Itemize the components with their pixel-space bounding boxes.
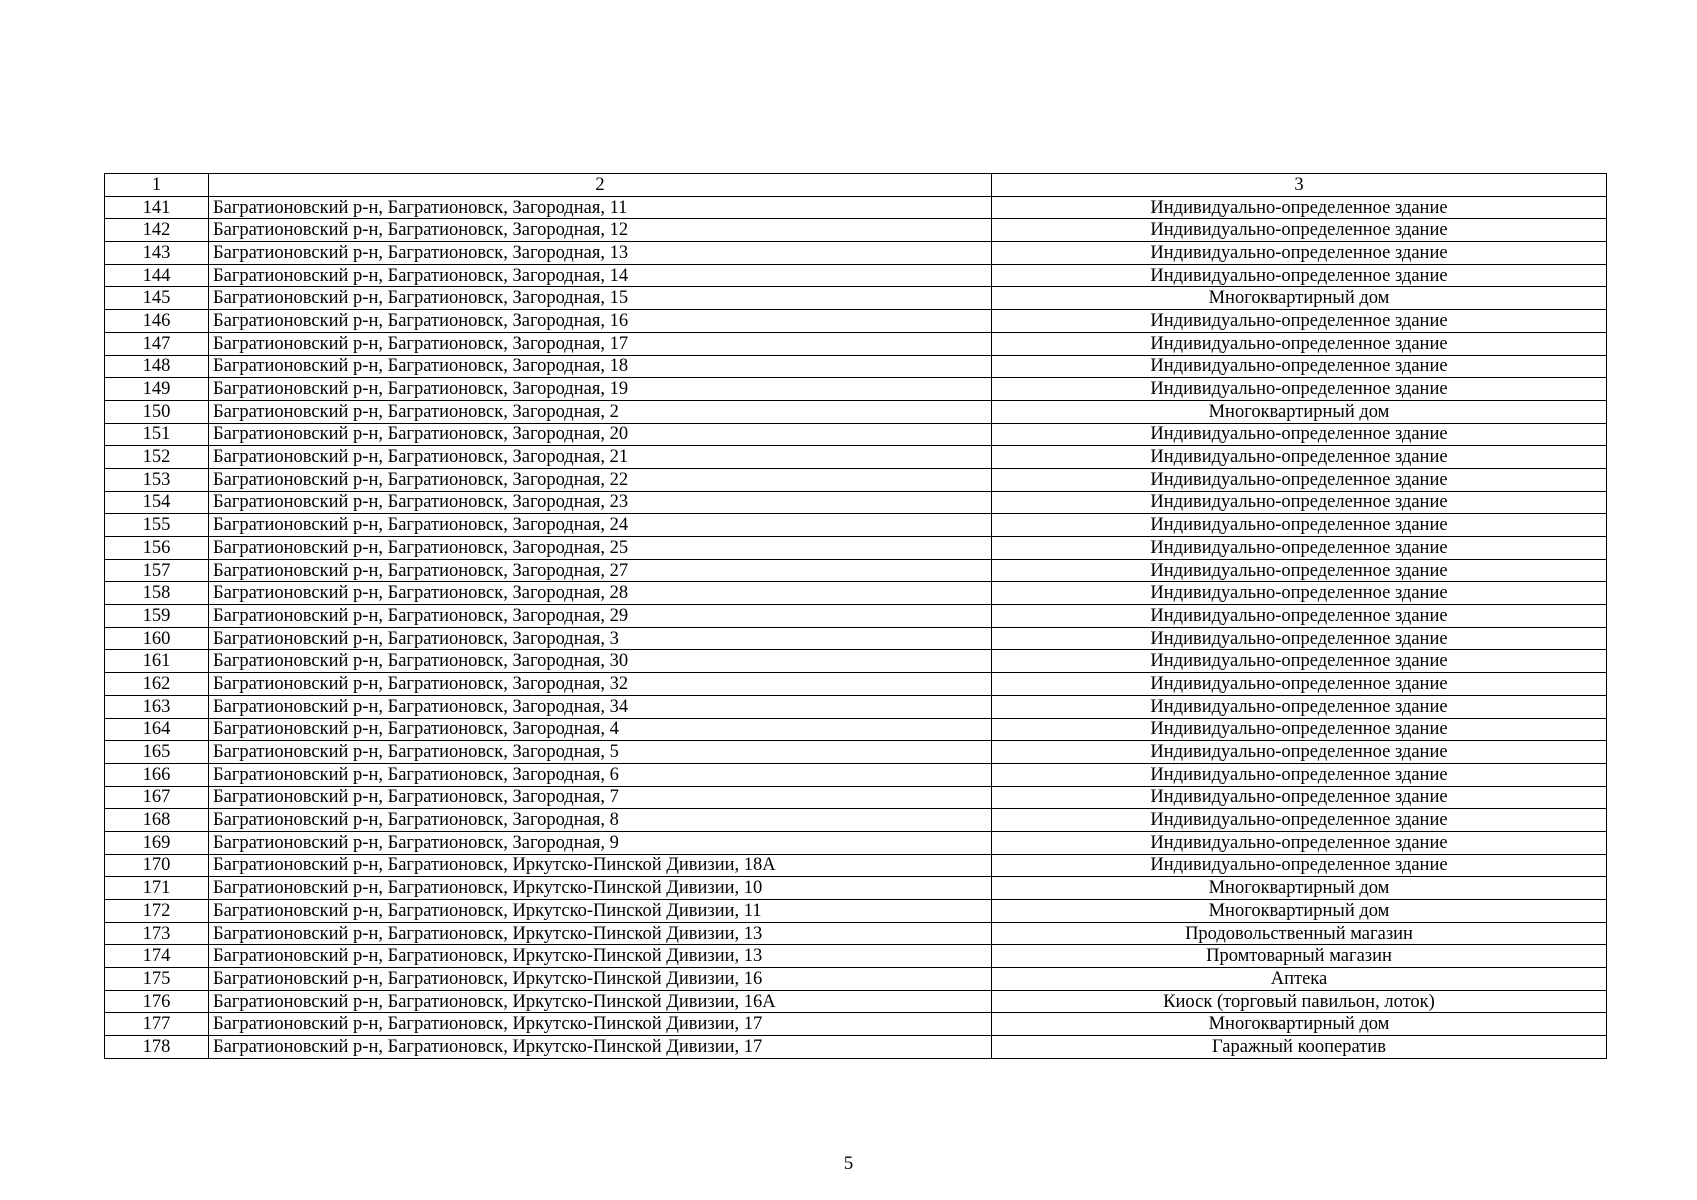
object-type-cell: Индивидуально-определенное здание: [992, 264, 1607, 287]
address-cell: Багратионовский р-н, Багратионовск, Загородная, 20: [209, 423, 992, 446]
address-cell: Багратионовский р-н, Багратионовск, Загородная, 6: [209, 763, 992, 786]
object-type-cell: Индивидуально-определенное здание: [992, 650, 1607, 673]
address-cell: Багратионовский р-н, Багратионовск, Иркутско-Пинской Дивизии, 16А: [209, 990, 992, 1013]
object-type-cell: Индивидуально-определенное здание: [992, 763, 1607, 786]
address-table: [104, 173, 1607, 1059]
object-type-cell: Индивидуально-определенное здание: [992, 582, 1607, 605]
address-cell: Багратионовский р-н, Багратионовск, Иркутско-Пинской Дивизии, 16: [209, 968, 992, 991]
address-cell: Багратионовский р-н, Багратионовск, Загородная, 24: [209, 514, 992, 537]
page-number: 5: [843, 1153, 854, 1174]
row-number-cell: 158: [105, 582, 209, 605]
row-number-cell: 159: [105, 605, 209, 628]
row-number-cell: 152: [105, 446, 209, 469]
address-cell: Багратионовский р-н, Багратионовск, Загородная, 17: [209, 332, 992, 355]
object-type-cell: Индивидуально-определенное здание: [992, 310, 1607, 333]
row-number-cell: 173: [105, 922, 209, 945]
row-number-cell: 177: [105, 1013, 209, 1036]
row-number-cell: 169: [105, 831, 209, 854]
table-row: [105, 468, 1607, 491]
object-type-cell: Индивидуально-определенное здание: [992, 809, 1607, 832]
address-cell: Багратионовский р-н, Багратионовск, Загородная, 16: [209, 310, 992, 333]
row-number-cell: 163: [105, 695, 209, 718]
object-type-cell: Индивидуально-определенное здание: [992, 627, 1607, 650]
table-header-row: [105, 174, 1607, 197]
column-header-address: 2: [209, 174, 992, 197]
address-cell: Багратионовский р-н, Багратионовск, Иркутско-Пинской Дивизии, 17: [209, 1013, 992, 1036]
row-number-cell: 149: [105, 378, 209, 401]
address-cell: Багратионовский р-н, Багратионовск, Иркутско-Пинской Дивизии, 13: [209, 922, 992, 945]
table-row: [105, 242, 1607, 265]
address-cell: Багратионовский р-н, Багратионовск, Загородная, 28: [209, 582, 992, 605]
object-type-cell: Многоквартирный дом: [992, 1013, 1607, 1036]
address-cell: Багратионовский р-н, Багратионовск, Иркутско-Пинской Дивизии, 10: [209, 877, 992, 900]
object-type-cell: Индивидуально-определенное здание: [992, 741, 1607, 764]
address-cell: Багратионовский р-н, Багратионовск, Загородная, 30: [209, 650, 992, 673]
row-number-cell: 154: [105, 491, 209, 514]
table-row: [105, 491, 1607, 514]
table-row: [105, 968, 1607, 991]
table-row: [105, 1036, 1607, 1059]
row-number-cell: 145: [105, 287, 209, 310]
object-type-cell: Индивидуально-определенное здание: [992, 468, 1607, 491]
table-row: [105, 673, 1607, 696]
table-row: [105, 741, 1607, 764]
table-row: [105, 900, 1607, 923]
object-type-cell: Индивидуально-определенное здание: [992, 673, 1607, 696]
row-number-cell: 160: [105, 627, 209, 650]
object-type-cell: Индивидуально-определенное здание: [992, 605, 1607, 628]
row-number-cell: 165: [105, 741, 209, 764]
row-number-cell: 153: [105, 468, 209, 491]
object-type-cell: Индивидуально-определенное здание: [992, 718, 1607, 741]
table-row: [105, 786, 1607, 809]
table-row: [105, 877, 1607, 900]
address-cell: Багратионовский р-н, Багратионовск, Загородная, 13: [209, 242, 992, 265]
table-row: [105, 400, 1607, 423]
object-type-cell: Индивидуально-определенное здание: [992, 854, 1607, 877]
address-cell: Багратионовский р-н, Багратионовск, Загородная, 8: [209, 809, 992, 832]
row-number-cell: 168: [105, 809, 209, 832]
row-number-cell: 164: [105, 718, 209, 741]
row-number-cell: 155: [105, 514, 209, 537]
row-number-cell: 174: [105, 945, 209, 968]
address-cell: Багратионовский р-н, Багратионовск, Иркутско-Пинской Дивизии, 13: [209, 945, 992, 968]
object-type-cell: Продовольственный магазин: [992, 922, 1607, 945]
row-number-cell: 161: [105, 650, 209, 673]
address-cell: Багратионовский р-н, Багратионовск, Загородная, 7: [209, 786, 992, 809]
row-number-cell: 141: [105, 196, 209, 219]
row-number-cell: 157: [105, 559, 209, 582]
row-number-cell: 150: [105, 400, 209, 423]
table-row: [105, 605, 1607, 628]
object-type-cell: Аптека: [992, 968, 1607, 991]
object-type-cell: Индивидуально-определенное здание: [992, 355, 1607, 378]
row-number-cell: 178: [105, 1036, 209, 1059]
object-type-cell: Индивидуально-определенное здание: [992, 332, 1607, 355]
table-row: [105, 446, 1607, 469]
object-type-cell: Индивидуально-определенное здание: [992, 786, 1607, 809]
object-type-cell: Индивидуально-определенное здание: [992, 831, 1607, 854]
row-number-cell: 171: [105, 877, 209, 900]
row-number-cell: 166: [105, 763, 209, 786]
table-row: [105, 627, 1607, 650]
address-cell: Багратионовский р-н, Багратионовск, Загородная, 2: [209, 400, 992, 423]
object-type-cell: Многоквартирный дом: [992, 400, 1607, 423]
address-cell: Багратионовский р-н, Багратионовск, Загородная, 15: [209, 287, 992, 310]
row-number-cell: 143: [105, 242, 209, 265]
address-cell: Багратионовский р-н, Багратионовск, Загородная, 21: [209, 446, 992, 469]
table-row: [105, 310, 1607, 333]
address-cell: Багратионовский р-н, Багратионовск, Загородная, 12: [209, 219, 992, 242]
address-cell: Багратионовский р-н, Багратионовск, Загородная, 32: [209, 673, 992, 696]
row-number-cell: 162: [105, 673, 209, 696]
address-cell: Багратионовский р-н, Багратионовск, Иркутско-Пинской Дивизии, 17: [209, 1036, 992, 1059]
object-type-cell: Индивидуально-определенное здание: [992, 695, 1607, 718]
object-type-cell: Индивидуально-определенное здание: [992, 537, 1607, 560]
address-cell: Багратионовский р-н, Багратионовск, Загородная, 5: [209, 741, 992, 764]
row-number-cell: 172: [105, 900, 209, 923]
address-cell: Багратионовский р-н, Багратионовск, Загородная, 11: [209, 196, 992, 219]
table-row: [105, 378, 1607, 401]
table-row: [105, 650, 1607, 673]
table-row: [105, 695, 1607, 718]
table-row: [105, 854, 1607, 877]
table-row: [105, 196, 1607, 219]
table-row: [105, 219, 1607, 242]
row-number-cell: 175: [105, 968, 209, 991]
address-cell: Багратионовский р-н, Багратионовск, Загородная, 9: [209, 831, 992, 854]
address-cell: Багратионовский р-н, Багратионовск, Загородная, 25: [209, 537, 992, 560]
table-row: [105, 582, 1607, 605]
object-type-cell: Индивидуально-определенное здание: [992, 559, 1607, 582]
table-row: [105, 809, 1607, 832]
row-number-cell: 151: [105, 423, 209, 446]
object-type-cell: Многоквартирный дом: [992, 287, 1607, 310]
table-row: [105, 537, 1607, 560]
object-type-cell: Киоск (торговый павильон, лоток): [992, 990, 1607, 1013]
object-type-cell: Гаражный кооператив: [992, 1036, 1607, 1059]
column-header-object-type: 3: [992, 174, 1607, 197]
column-header-number: 1: [105, 174, 209, 197]
row-number-cell: 170: [105, 854, 209, 877]
table-row: [105, 718, 1607, 741]
address-cell: Багратионовский р-н, Багратионовск, Загородная, 18: [209, 355, 992, 378]
object-type-cell: Индивидуально-определенное здание: [992, 514, 1607, 537]
object-type-cell: Индивидуально-определенное здание: [992, 378, 1607, 401]
address-cell: Багратионовский р-н, Багратионовск, Загородная, 23: [209, 491, 992, 514]
row-number-cell: 146: [105, 310, 209, 333]
row-number-cell: 167: [105, 786, 209, 809]
object-type-cell: Индивидуально-определенное здание: [992, 219, 1607, 242]
table-row: [105, 355, 1607, 378]
address-cell: Багратионовский р-н, Багратионовск, Загородная, 14: [209, 264, 992, 287]
table-row: [105, 332, 1607, 355]
table-row: [105, 264, 1607, 287]
row-number-cell: 148: [105, 355, 209, 378]
object-type-cell: Промтоварный магазин: [992, 945, 1607, 968]
row-number-cell: 176: [105, 990, 209, 1013]
table-row: [105, 990, 1607, 1013]
table-row: [105, 423, 1607, 446]
address-cell: Багратионовский р-н, Багратионовск, Загородная, 3: [209, 627, 992, 650]
table-row: [105, 945, 1607, 968]
address-cell: Багратионовский р-н, Багратионовск, Загородная, 34: [209, 695, 992, 718]
row-number-cell: 144: [105, 264, 209, 287]
object-type-cell: Индивидуально-определенное здание: [992, 423, 1607, 446]
table-row: [105, 1013, 1607, 1036]
address-cell: Багратионовский р-н, Багратионовск, Загородная, 22: [209, 468, 992, 491]
table-row: [105, 559, 1607, 582]
object-type-cell: Индивидуально-определенное здание: [992, 242, 1607, 265]
address-cell: Багратионовский р-н, Багратионовск, Загородная, 19: [209, 378, 992, 401]
object-type-cell: Многоквартирный дом: [992, 900, 1607, 923]
address-cell: Багратионовский р-н, Багратионовск, Иркутско-Пинской Дивизии, 18А: [209, 854, 992, 877]
table-row: [105, 763, 1607, 786]
row-number-cell: 142: [105, 219, 209, 242]
address-cell: Багратионовский р-н, Багратионовск, Загородная, 29: [209, 605, 992, 628]
row-number-cell: 147: [105, 332, 209, 355]
table-row: [105, 831, 1607, 854]
table-body: [105, 196, 1607, 1058]
object-type-cell: Индивидуально-определенное здание: [992, 196, 1607, 219]
row-number-cell: 156: [105, 537, 209, 560]
object-type-cell: Индивидуально-определенное здание: [992, 446, 1607, 469]
address-cell: Багратионовский р-н, Багратионовск, Иркутско-Пинской Дивизии, 11: [209, 900, 992, 923]
object-type-cell: Многоквартирный дом: [992, 877, 1607, 900]
table-row: [105, 287, 1607, 310]
object-type-cell: Индивидуально-определенное здание: [992, 491, 1607, 514]
address-cell: Багратионовский р-н, Багратионовск, Загородная, 4: [209, 718, 992, 741]
address-cell: Багратионовский р-н, Багратионовск, Загородная, 27: [209, 559, 992, 582]
table-row: [105, 514, 1607, 537]
table-row: [105, 922, 1607, 945]
